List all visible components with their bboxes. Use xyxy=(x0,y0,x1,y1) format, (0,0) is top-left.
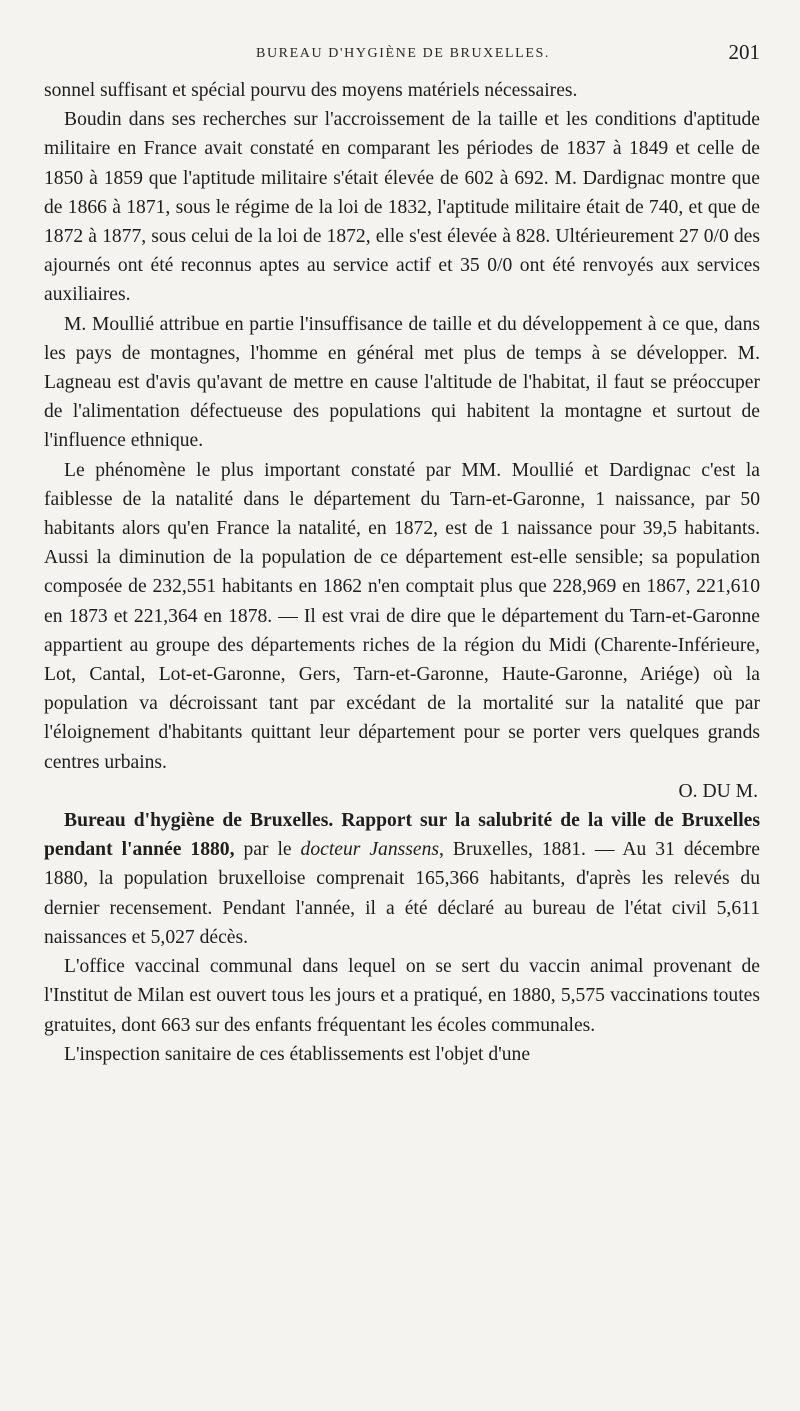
report-text: , Bruxelles, 1881. — Au 31 décembre 1880, la population bruxelloise comprenait 165,366 habitants, d'après les relevés du dernier recensement. Pendant l'année, il a été déclaré au bureau de l'état civil 5,611 naissances et 5,027 décès. xyxy=(44,839,760,948)
paragraph-continuation: sonnel suffisant et spécial pourvu des moyens matériels nécessaires. xyxy=(44,80,578,101)
page-number: 201 xyxy=(728,40,760,64)
paragraph-inspection: L'inspection sanitaire de ces établissements est l'objet d'une xyxy=(64,1043,531,1065)
report-title: Bureau d'hygiène de Bruxelles. Rapport sur la salubrité de la ville de Bruxelles pendant l'année 1880, xyxy=(44,810,760,861)
body-text xyxy=(44,76,760,1069)
author-signature: O. DU M. xyxy=(678,780,758,802)
running-head: BUREAU D'HYGIÈNE DE BRUXELLES. xyxy=(256,46,550,61)
page-header xyxy=(44,38,762,72)
paragraph-moullie: M. Moullié attribue en partie l'insuffisance de taille et du développement à ce que, dans les pays de montagnes, l'homme en général met plus de temps à se développer. M. Lagneau est d'avis qu'avant de mettre en cause l'altitude de l'habitat, il faut se préoccuper de l'alimentation défectueuse des populations qui habitent la montagne et surtout de l'influence ethnique. xyxy=(44,313,760,452)
report-by: par le xyxy=(234,839,301,861)
paragraph-boudin: Boudin dans ses recherches sur l'accroissement de la taille et les conditions d'aptitude militaire en France avait constaté en comparant les périodes de 1837 à 1849 et celle de 1850 à 1859 que l'aptitude militaire s'était élevée de 602 à 692. M. Dardignac montre que de 1866 à 1871, sous le régime de la loi de 1832, l'aptitude militaire était de 740, et que de 1872 à 1877, sous celui de la loi de 1872, elle s'est élevée à 828. Ultérieurement 27 0/0 des ajournés ont été reconnus aptes au service actif et 35 0/0 ont été renvoyés aux services auxiliaires. xyxy=(44,109,760,306)
paragraph-bruxelles-report xyxy=(44,806,760,952)
report-author: docteur Janssens xyxy=(300,839,440,861)
paragraph-natalite: Le phénomène le plus important constaté par MM. Moullié et Dardignac c'est la faiblesse de la natalité dans le département du Tarn-et-Garonne, 1 naissance, par 50 habitants alors qu'en France la natalité, en 1872, est de 1 naissance pour 39,5 habitants. Aussi la diminution de la population de ce département est-elle sensible; sa population composée de 232,551 habitants en 1862 n'en comptait plus que 228,969 en 1867, 221,610 en 1873 et 221,364 en 1878. — Il est vrai de dire que le département du Tarn-et-Garonne appartient au groupe des départements riches de la région du Midi (Charente-Inférieure, Lot, Cantal, Lot-et-Garonne, Gers, Tarn-et-Garonne, Haute-Garonne, Ariége) où la population va décroissant tant par excédant de la mortalité sur la natalité que par l'éloignement d'habitants quittant leur département pour se porter vers quelques grands centres urbains. xyxy=(44,459,760,773)
paragraph-office-vaccinal: L'office vaccinal communal dans lequel on se sert du vaccin animal provenant de l'Institut de Milan est ouvert tous les jours et a pratiqué, en 1880, 5,575 vaccinations toutes gratuites, dont 663 sur des enfants fréquentant les écoles communales. xyxy=(44,956,760,1036)
